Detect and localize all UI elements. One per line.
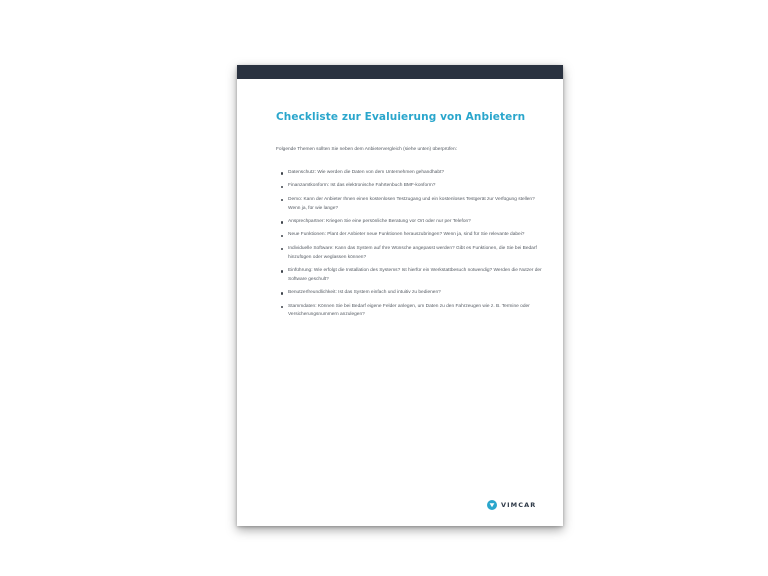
checklist-item-text: Stammdaten: Können Sie bei Bedarf eigene Felder anlegen, um Daten zu den Fahrzeugen wie z. B. Termine oder Versicherungsnummern anzulegen?: [288, 303, 530, 318]
checklist-item: [281, 196, 543, 214]
checklist-item: [281, 267, 543, 285]
bullet-icon: [281, 199, 283, 201]
checklist-item-text: Einführung: Wie erfolgt die Installation des Systems? Ist hierfür ein Werkstattbesuch notwendig? Werden die Nutzer der Software geschult?: [288, 267, 542, 282]
bullet-icon: [281, 306, 283, 308]
vimcar-logo: [487, 500, 536, 510]
bullet-icon: [281, 235, 283, 237]
document-page: [237, 65, 563, 526]
document-title: Checkliste zur Evaluierung von Anbietern: [276, 111, 526, 123]
checklist-item: [281, 218, 543, 227]
checklist-item: [281, 245, 543, 263]
brand-name: VIMCAR: [501, 501, 537, 509]
bullet-icon: [281, 172, 283, 174]
checklist-item-text: Datenschutz: Wie werden die Daten von dem Unternehmen gehandhabt?: [288, 170, 444, 175]
checklist-item-text: Benutzerfreundlichkeit: Ist das System einfach und intuitiv zu bedienen?: [288, 290, 441, 296]
checklist: [281, 169, 543, 325]
vimcar-shield-icon: [487, 500, 497, 510]
checklist-item-text: Demo: Kann der Anbieter Ihnen einen kostenlosen Testzugang und ein kostenloses Testgerät zur Verfügung stellen? Wenn ja, für wie lange?: [288, 196, 535, 211]
checklist-item: [281, 231, 543, 240]
bullet-icon: [281, 292, 283, 294]
bullet-icon: [281, 270, 283, 272]
checklist-item: [281, 303, 543, 321]
checklist-item-text: Neue Funktionen: Plant der Anbieter neue Funktionen herauszubringen? Wenn ja, sind für Sie relevante dabei?: [288, 232, 525, 238]
bullet-icon: [281, 221, 283, 223]
header-bar: [237, 65, 563, 79]
checklist-item-text: Finanzamtkonform: Ist das elektronische Fahrtenbuch BMF-konform?: [288, 183, 436, 189]
checklist-item: [281, 169, 543, 178]
intro-text: Folgende Themen sollten Sie neben dem Anbietervergleich (siehe unten) überprüfen:: [276, 147, 457, 152]
checklist-item-text: Individuelle Software: Kann das System auf Ihre Wünsche angepasst werden? Gibt es Funktionen, die Sie bei Bedarf hinzufügen oder weglassen können?: [288, 245, 537, 260]
checklist-item: [281, 182, 543, 191]
bullet-icon: [281, 248, 283, 250]
checklist-item: [281, 289, 543, 298]
checklist-item-text: Ansprechpartner: Kriegen Sie eine persönliche Beratung vor Ort oder nur per Telefon?: [288, 218, 471, 224]
bullet-icon: [281, 186, 283, 188]
